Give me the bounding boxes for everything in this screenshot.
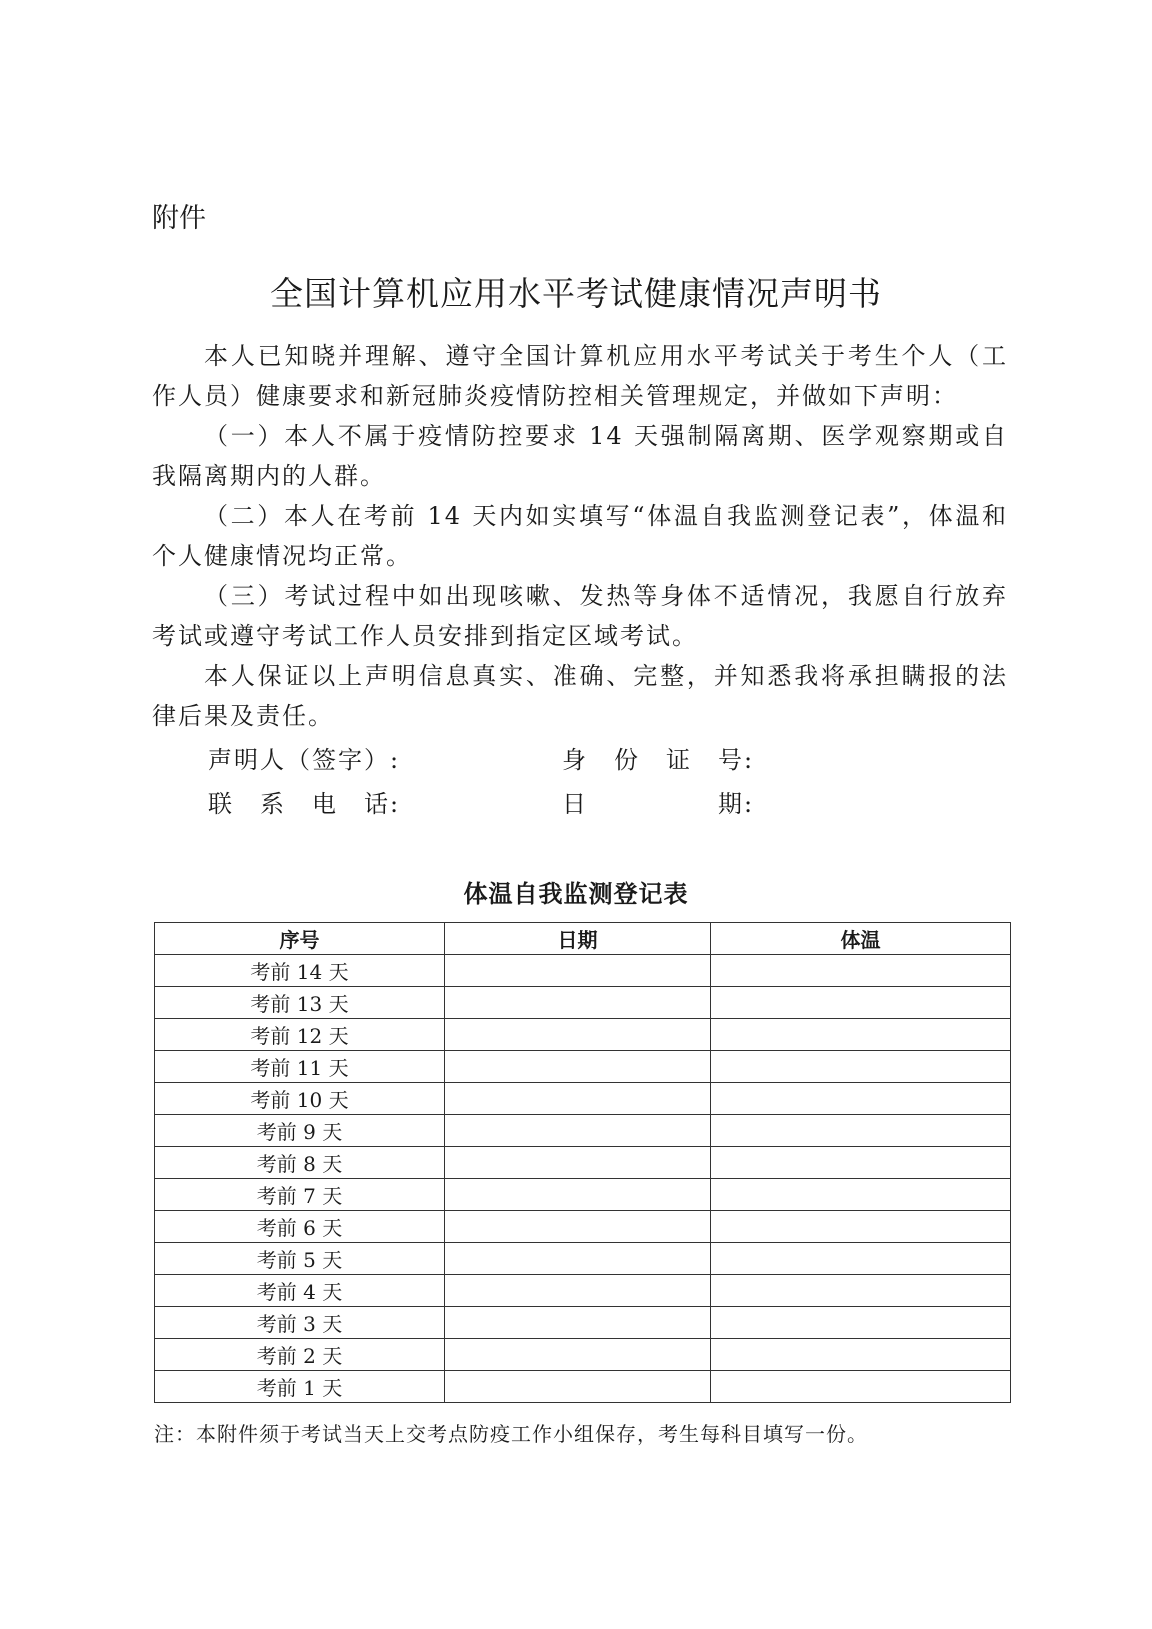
date-label: 日 期: bbox=[562, 790, 755, 818]
row-label: 考前 1 天 bbox=[155, 1371, 445, 1403]
row-label: 考前 9 天 bbox=[155, 1115, 445, 1147]
row-label: 考前 2 天 bbox=[155, 1339, 445, 1371]
row-label: 考前 7 天 bbox=[155, 1179, 445, 1211]
date-cell[interactable] bbox=[445, 987, 711, 1019]
table-title: 体温自我监测登记表 bbox=[463, 880, 689, 908]
date-cell[interactable] bbox=[445, 1371, 711, 1403]
table-row bbox=[155, 1083, 1011, 1115]
temperature-cell[interactable] bbox=[711, 1083, 1011, 1115]
row-label: 考前 3 天 bbox=[155, 1307, 445, 1339]
date-cell[interactable] bbox=[445, 1339, 711, 1371]
id-number-label: 身 份 证 号: bbox=[562, 746, 755, 774]
table-row bbox=[155, 1211, 1011, 1243]
date-cell[interactable] bbox=[445, 1307, 711, 1339]
row-label: 考前 8 天 bbox=[155, 1147, 445, 1179]
temperature-cell[interactable] bbox=[711, 955, 1011, 987]
row-label: 考前 14 天 bbox=[155, 955, 445, 987]
temperature-cell[interactable] bbox=[711, 1275, 1011, 1307]
table-row bbox=[155, 1275, 1011, 1307]
table-row bbox=[155, 955, 1011, 987]
declaration-paragraph: （二）本人在考前 14 天内如实填写“体温自我监测登记表”，体温和个人健康情况均正常。 bbox=[152, 502, 1008, 570]
date-cell[interactable] bbox=[445, 1243, 711, 1275]
date-cell[interactable] bbox=[445, 955, 711, 987]
temperature-cell[interactable] bbox=[711, 1243, 1011, 1275]
table-row bbox=[155, 1147, 1011, 1179]
row-label: 考前 6 天 bbox=[155, 1211, 445, 1243]
table-row bbox=[155, 1339, 1011, 1371]
date-cell[interactable] bbox=[445, 1147, 711, 1179]
temperature-cell[interactable] bbox=[711, 987, 1011, 1019]
declarant-signature-label: 声明人（签字）: bbox=[208, 746, 401, 774]
table-row bbox=[155, 1307, 1011, 1339]
declaration-paragraph: （一）本人不属于疫情防控要求 14 天强制隔离期、医学观察期或自我隔离期内的人群。 bbox=[152, 422, 1008, 490]
table-row bbox=[155, 1243, 1011, 1275]
temperature-cell[interactable] bbox=[711, 1051, 1011, 1083]
temperature-cell[interactable] bbox=[711, 1115, 1011, 1147]
document-title: 全国计算机应用水平考试健康情况声明书 bbox=[270, 274, 882, 313]
date-cell[interactable] bbox=[445, 1179, 711, 1211]
temperature-cell[interactable] bbox=[711, 1339, 1011, 1371]
table-header-row bbox=[155, 923, 1011, 955]
phone-label: 联 系 电 话: bbox=[208, 790, 401, 818]
temperature-cell[interactable] bbox=[711, 1371, 1011, 1403]
row-label: 考前 11 天 bbox=[155, 1051, 445, 1083]
temperature-cell[interactable] bbox=[711, 1211, 1011, 1243]
temperature-log-table bbox=[154, 922, 1011, 1403]
row-label: 考前 10 天 bbox=[155, 1083, 445, 1115]
row-label: 考前 5 天 bbox=[155, 1243, 445, 1275]
footnote: 注：本附件须于考试当天上交考点防疫工作小组保存，考生每科目填写一份。 bbox=[154, 1422, 868, 1446]
table-row bbox=[155, 1179, 1011, 1211]
date-cell[interactable] bbox=[445, 1211, 711, 1243]
temperature-cell[interactable] bbox=[711, 1147, 1011, 1179]
table-row bbox=[155, 1019, 1011, 1051]
date-cell[interactable] bbox=[445, 1019, 711, 1051]
column-header-date: 日期 bbox=[445, 923, 711, 955]
declaration-paragraph: 本人保证以上声明信息真实、准确、完整，并知悉我将承担瞒报的法律后果及责任。 bbox=[152, 662, 1008, 730]
column-header-temperature: 体温 bbox=[711, 923, 1011, 955]
table-row bbox=[155, 987, 1011, 1019]
row-label: 考前 13 天 bbox=[155, 987, 445, 1019]
temperature-cell[interactable] bbox=[711, 1019, 1011, 1051]
date-cell[interactable] bbox=[445, 1083, 711, 1115]
declaration-paragraph: 本人已知晓并理解、遵守全国计算机应用水平考试关于考生个人（工作人员）健康要求和新冠肺炎疫情防控相关管理规定，并做如下声明： bbox=[152, 342, 1008, 410]
temperature-cell[interactable] bbox=[711, 1307, 1011, 1339]
temperature-cell[interactable] bbox=[711, 1179, 1011, 1211]
date-cell[interactable] bbox=[445, 1051, 711, 1083]
table-row bbox=[155, 1051, 1011, 1083]
table-body bbox=[155, 955, 1011, 1403]
table-row bbox=[155, 1371, 1011, 1403]
declaration-body bbox=[152, 336, 1008, 736]
attachment-label: 附件 bbox=[152, 203, 206, 234]
date-cell[interactable] bbox=[445, 1275, 711, 1307]
row-label: 考前 12 天 bbox=[155, 1019, 445, 1051]
date-cell[interactable] bbox=[445, 1115, 711, 1147]
table-row bbox=[155, 1115, 1011, 1147]
column-header-seq: 序号 bbox=[155, 923, 445, 955]
declaration-paragraph: （三）考试过程中如出现咳嗽、发热等身体不适情况，我愿自行放弃考试或遵守考试工作人员安排到指定区域考试。 bbox=[152, 582, 1008, 650]
row-label: 考前 4 天 bbox=[155, 1275, 445, 1307]
